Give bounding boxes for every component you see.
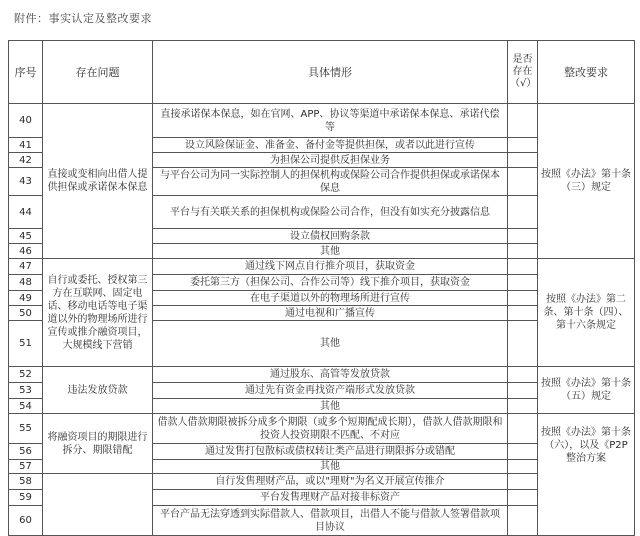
detail-cell: 为担保公司提供反担保业务	[153, 153, 508, 168]
detail-cell: 通过先有资金再找资产端形式发放贷款	[153, 383, 508, 399]
exists-check-cell[interactable]	[508, 229, 538, 244]
row-number: 56	[9, 444, 43, 460]
table-row	[9, 367, 635, 383]
exists-check-cell[interactable]	[508, 153, 538, 168]
row-number: 41	[9, 138, 43, 153]
table-row	[9, 259, 635, 275]
exists-check-cell[interactable]	[508, 168, 538, 196]
header-row	[9, 41, 635, 104]
requirement-cell: 按照《办法》第十条（六），以及《P2P整治方案	[538, 414, 635, 536]
exists-check-cell[interactable]	[508, 104, 538, 138]
attachment-caption: 附件：事实认定及整改要求	[14, 12, 152, 25]
detail-cell: 平台产品无法穿透到实际借款人、借款项目，出借人不能与借款人签署借款项目协议	[153, 506, 508, 536]
row-number: 49	[9, 291, 43, 306]
detail-cell: 设立风险保证金、准备金、备付金等提供担保，或者以此进行宣传	[153, 138, 508, 153]
row-number: 50	[9, 306, 43, 321]
row-number: 58	[9, 474, 43, 490]
row-number: 57	[9, 460, 43, 474]
row-number: 46	[9, 244, 43, 259]
row-number: 55	[9, 414, 43, 444]
exists-check-cell[interactable]	[508, 399, 538, 414]
table-row	[9, 414, 635, 444]
col-header-issue: 存在问题	[43, 41, 153, 104]
row-number: 45	[9, 229, 43, 244]
col-header-no: 序号	[9, 41, 43, 104]
exists-check-cell[interactable]	[508, 444, 538, 460]
issue-cell: 违法发放贷款	[43, 367, 153, 414]
row-number: 54	[9, 399, 43, 414]
exists-check-cell[interactable]	[508, 196, 538, 229]
detail-cell: 自行发售理财产品，或以"理财"为名义开展宣传推介	[153, 474, 508, 490]
detail-cell: 其他	[153, 460, 508, 474]
detail-cell: 其他	[153, 321, 508, 367]
detail-cell: 通过线下网点自行推介项目，获取资金	[153, 259, 508, 275]
detail-cell: 借款人借款期限被拆分成多个期限（或多个短期配成长期），借款人借款期限和投资人投资期限不匹配、不对应	[153, 414, 508, 444]
detail-cell: 在电子渠道以外的物理场所进行宣传	[153, 291, 508, 306]
row-number: 47	[9, 259, 43, 275]
row-number: 44	[9, 196, 43, 229]
requirement-cell: 按照《办法》第十条（三）规定	[538, 104, 635, 259]
row-number: 48	[9, 275, 43, 291]
row-number: 42	[9, 153, 43, 168]
exists-check-cell[interactable]	[508, 383, 538, 399]
row-number: 51	[9, 321, 43, 367]
detail-cell: 平台与有关联关系的担保机构或保险公司合作，但没有如实充分披露信息	[153, 196, 508, 229]
detail-cell: 其他	[153, 244, 508, 259]
issue-cell	[43, 474, 153, 536]
exists-check-cell[interactable]	[508, 275, 538, 291]
rectification-table	[8, 40, 635, 536]
exists-check-cell[interactable]	[508, 291, 538, 306]
issue-cell: 直接或变相向出借人提供担保或承诺保本保息	[43, 104, 153, 259]
issue-cell: 将融资项目的期限进行拆分、期限错配	[43, 414, 153, 474]
row-number: 52	[9, 367, 43, 383]
detail-cell: 通过电视和广播宣传	[153, 306, 508, 321]
issue-cell: 自行或委托、授权第三方在互联网、固定电话、移动电话等电子渠道以外的物理场所进行宣传或推介融资项目，大规模线下营销	[43, 259, 153, 367]
requirement-cell: 按照《办法》第十条（五）规定	[538, 367, 635, 414]
detail-cell: 直接承诺保本保息，如在官网、APP、协议等渠道中承诺保本保息、承诺代偿等	[153, 104, 508, 138]
row-number: 60	[9, 506, 43, 536]
table-row	[9, 104, 635, 138]
col-header-detail: 具体情形	[153, 41, 508, 104]
detail-cell: 通过股东、高管等发放贷款	[153, 367, 508, 383]
exists-check-cell[interactable]	[508, 259, 538, 275]
col-header-requirement: 整改要求	[538, 41, 635, 104]
detail-cell: 与平台公司为同一实际控制人的担保机构或保险公司合作提供担保或承诺保本保息	[153, 168, 508, 196]
exists-check-cell[interactable]	[508, 321, 538, 367]
detail-cell: 其他	[153, 399, 508, 414]
exists-check-cell[interactable]	[508, 474, 538, 490]
row-number: 53	[9, 383, 43, 399]
row-number: 43	[9, 168, 43, 196]
detail-cell: 设立债权回购条款	[153, 229, 508, 244]
row-number: 40	[9, 104, 43, 138]
row-number: 59	[9, 490, 43, 506]
exists-check-cell[interactable]	[508, 490, 538, 506]
detail-cell: 委托第三方（担保公司、合作公司等）线下推介项目，获取资金	[153, 275, 508, 291]
exists-check-cell[interactable]	[508, 306, 538, 321]
exists-check-cell[interactable]	[508, 414, 538, 444]
exists-check-cell[interactable]	[508, 138, 538, 153]
exists-check-cell[interactable]	[508, 460, 538, 474]
exists-check-cell[interactable]	[508, 506, 538, 536]
exists-check-cell[interactable]	[508, 367, 538, 383]
col-header-exists: 是否存在（√）	[508, 41, 538, 104]
requirement-cell: 按照《办法》第二条、第十条（四）、第十六条规定	[538, 259, 635, 367]
exists-check-cell[interactable]	[508, 244, 538, 259]
detail-cell: 平台发售理财产品对接非标资产	[153, 490, 508, 506]
detail-cell: 通过发售打包散标或债权转让类产品进行期限拆分或错配	[153, 444, 508, 460]
